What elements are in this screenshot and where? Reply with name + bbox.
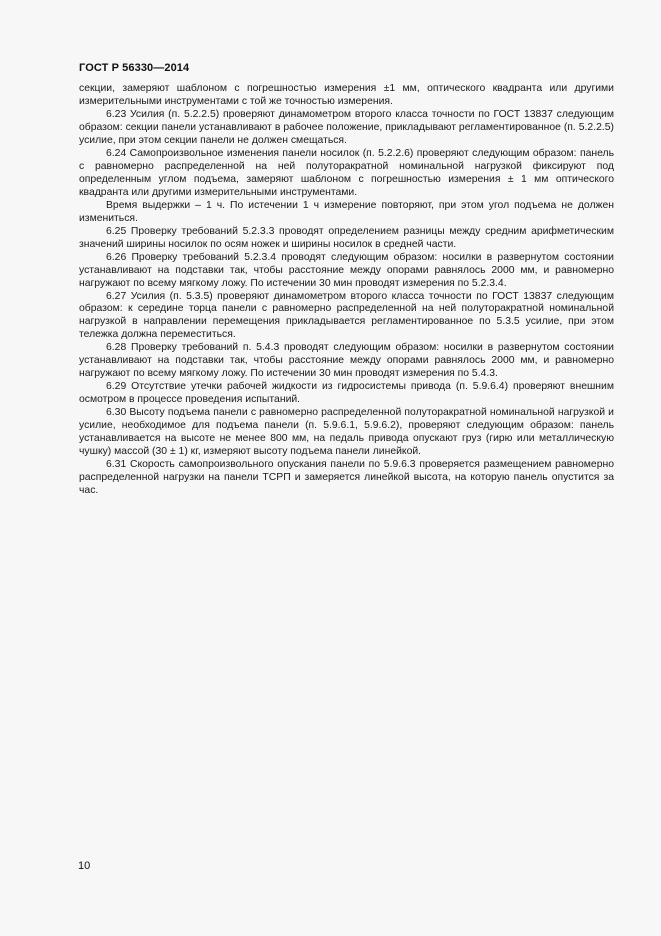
document-header-standard-code: ГОСТ Р 56330—2014	[79, 62, 190, 74]
paragraph-6-26: 6.26 Проверку требований 5.2.3.4 проводят следующим образом: носилки в развернутом состоянии устанавливают на подставки так, чтобы расстояние между опорами равнялось 2000 мм, и равномерно нагружают по всему мягкому ложу. По истечении 30 мин проводят измерения по 5.2.3.4.	[79, 251, 614, 289]
paragraph-continuation: секции, замеряют шаблоном с погрешностью измерения ±1 мм, оптического квадранта или другими измерительными инструментами с той же точностью измерения.	[79, 83, 614, 107]
paragraph-6-30: 6.30 Высоту подъема панели с равномерно распределенной полуторакратной номинальной нагрузкой и усилие, необходимое для подъема панели (п. 5.9.6.1, 5.9.6.2), проверяют следующим образом: панель устанавливается на высоте не менее 800 мм, на педаль привода опускают груз (гирю или металлическую чушку) массой (30 ± 1) кг, измеряют высоту подъема панели линейкой.	[79, 407, 614, 458]
paragraph-6-24: 6.24 Самопроизвольное изменения панели носилок (п. 5.2.2.6) проверяют следующим образом: панель с равномерно распределенной на ней полуторакратной номинальной нагрузкой фиксируют под определенным углом подъема, замеряют шаблоном с погрешностью измерения ± 1 мм оптического квадранта или другими измерительными инструментами.	[79, 147, 614, 198]
paragraph-6-23: 6.23 Усилия (п. 5.2.2.5) проверяют динамометром второго класса точности по ГОСТ 13837 следующим образом: секции панели устанавливают в рабочее положение, прикладывают регламентированное (п. 5.2.2.5) усилие, при этом секции панели не должен смещаться.	[79, 108, 614, 146]
paragraph-6-27: 6.27 Усилия (п. 5.3.5) проверяют динамометром второго класса точности по ГОСТ 13837 следующим образом: к середине торца панели с равномерно распределенной на ней полуторакратной номинальной нагрузкой в направлении перемещения прикладывается регламентированное по 5.3.5 усилие, при этом тележка должна переместиться.	[79, 290, 614, 341]
page-number: 10	[78, 860, 91, 872]
paragraph-6-29: 6.29 Отсутствие утечки рабочей жидкости из гидросистемы привода (п. 5.9.6.4) проверяют внешним осмотром в процессе проведения испытаний.	[79, 381, 614, 406]
paragraph-6-28: 6.28 Проверку требований п. 5.4.3 проводят следующим образом: носилки в развернутом состоянии устанавливают на подставки так, чтобы расстояние между опорами равнялось 2000 мм, и равномерно нагружают по всему мягкому ложу. По истечении 30 мин проводят измерения по 5.4.3.	[79, 342, 614, 380]
paragraph-6-31: 6.31 Скорость самопроизвольного опускания панели по 5.9.6.3 проверяется размещением равномерно распределенной нагрузки на панели ТСРП и замеряется линейкой высота, на которую панель опустится за час.	[79, 459, 614, 497]
document-body	[79, 83, 614, 498]
paragraph-6-24-hold-time: Время выдержки – 1 ч. По истечении 1 ч измерение повторяют, при этом угол подъема не должен измениться.	[79, 199, 614, 224]
paragraph-6-25: 6.25 Проверку требований 5.2.3.3 проводят определением разницы между средним арифметическим значений ширины носилок по осям ножек и ширины носилок в средней части.	[79, 225, 614, 250]
